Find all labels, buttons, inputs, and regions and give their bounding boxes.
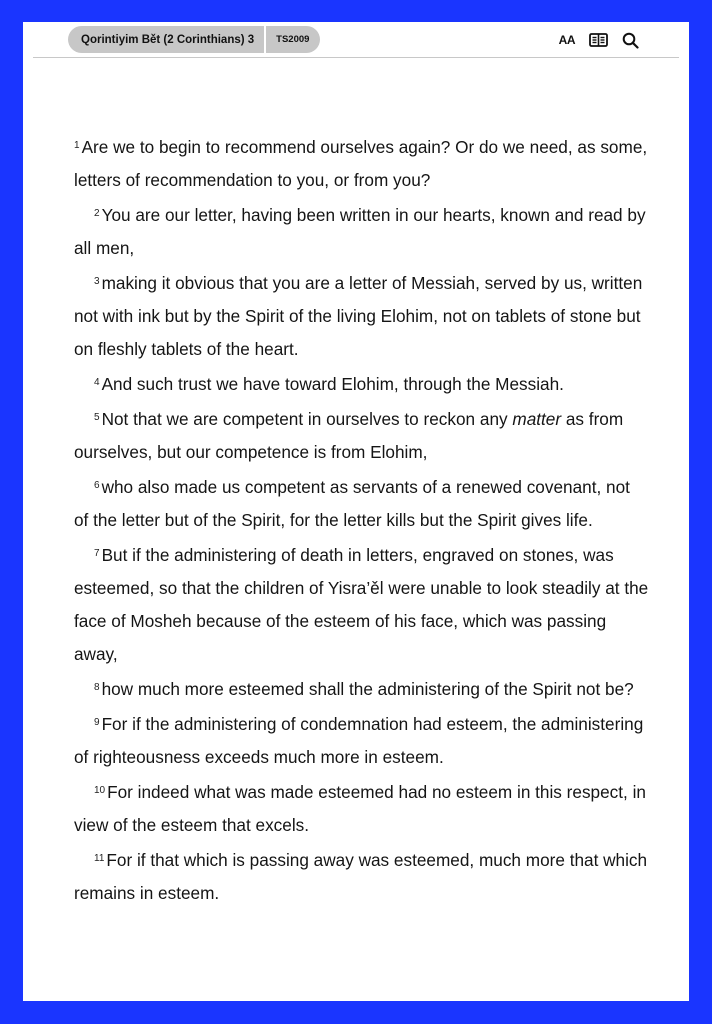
verse-number: 9: [94, 717, 100, 728]
verse-number: 6: [94, 480, 100, 491]
verse: [74, 469, 649, 537]
verse: [74, 265, 649, 366]
reference-pill: [68, 26, 320, 53]
verse-number: 1: [74, 140, 80, 151]
book-chapter-selector[interactable]: Qorintiyim Bět (2 Corinthians) 3: [68, 26, 264, 53]
book-icon[interactable]: [589, 30, 608, 50]
verse-text: as from ourselves, but our competence is from Elohim,: [74, 409, 624, 462]
verse-text: Are we to begin to recommend ourselves again? Or do we need, as some, letters of recommendation to you, or from you?: [74, 137, 648, 190]
verse-text: how much more esteemed shall the administering of the Spirit not be?: [101, 679, 634, 699]
verse-text: making it obvious that you are a letter of Messiah, served by us, written not with ink but by the Spirit of the living Elohim, not on tablets of stone but on fleshly tablets of the heart.: [74, 273, 643, 359]
verse-text: Not that we are competent in ourselves to reckon any: [101, 409, 513, 429]
verse-text: But if the administering of death in letters, engraved on stones, was esteemed, so that the children of Yisra’ěl were unable to look steadily at the face of Mosheh because of the esteem of his face, which was passing away,: [74, 545, 649, 664]
text-size-label: AA: [558, 33, 575, 47]
verse-number: 4: [94, 377, 100, 388]
verse: [74, 706, 649, 774]
verse-number: 10: [94, 785, 106, 796]
verse-text: You are our letter, having been written in our hearts, known and read by all men,: [74, 205, 646, 258]
verse: [74, 366, 649, 401]
verse-text: For indeed what was made esteemed had no esteem in this respect, in view of the esteem that excels.: [74, 782, 646, 835]
verse-number: 5: [94, 412, 100, 423]
verse: [74, 842, 649, 910]
verse: [74, 774, 649, 842]
verse: [74, 537, 649, 671]
toolbar-icons: [559, 30, 639, 50]
verse-italic-word: matter: [512, 409, 562, 429]
reader-screen: [23, 22, 689, 1001]
verse-number: 7: [94, 548, 100, 559]
chapter-text: [74, 129, 649, 910]
verse-number: 3: [94, 276, 100, 287]
version-selector[interactable]: TS2009: [266, 26, 320, 53]
top-bar: [23, 22, 689, 58]
verse-text: who also made us competent as servants of a renewed covenant, not of the letter but of the Spirit, for the letter kills but the Spirit gives life.: [74, 477, 630, 530]
verse: [74, 129, 649, 197]
search-icon[interactable]: [622, 30, 639, 50]
text-size-icon[interactable]: [559, 30, 575, 50]
verse: [74, 671, 649, 706]
header-divider: [33, 57, 679, 58]
verse-number: 8: [94, 682, 100, 693]
verse-text: For if that which is passing away was esteemed, much more that which remains in esteem.: [74, 850, 648, 903]
verse-text: And such trust we have toward Elohim, through the Messiah.: [101, 374, 564, 394]
verse-text: For if the administering of condemnation had esteem, the administering of righteousness exceeds much more in esteem.: [74, 714, 644, 767]
verse-number: 2: [94, 208, 100, 219]
verse-number: 11: [94, 853, 105, 864]
verse: [74, 401, 649, 469]
verse: [74, 197, 649, 265]
